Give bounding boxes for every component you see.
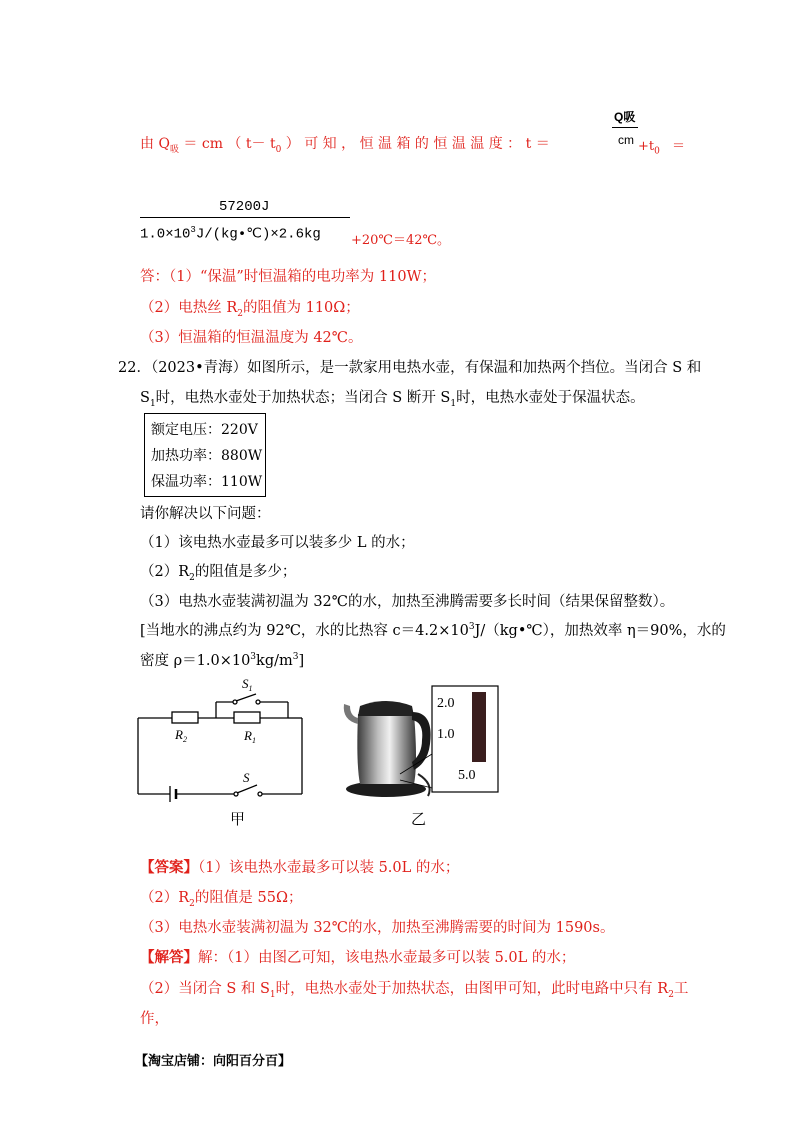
gauge-tick-2-0: 2.0 (437, 696, 455, 711)
r1-resistor (234, 712, 260, 723)
gauge-tick-1-0: 1.0 (437, 727, 455, 742)
s1-switch-blade (236, 694, 256, 701)
spec-heating-power: 加热功率：880W (151, 448, 263, 464)
r2-label: $R_2$ (175, 727, 187, 744)
question-line-1: 22．（2023•青海）如图所示，是一款家用电热水壶，有保温和加热两个挡位。当闭合 S 和 (118, 360, 702, 376)
calc-denominator: $1.0\times 10^3J/(kg•℃)\times 2.6kg$ (140, 225, 321, 243)
question-line-2: $S_1$时，电热水壶处于加热状态；当闭合 S 断开 $S_1$时，电热水壶处于保温状态。 (140, 390, 645, 409)
circuit-caption: 甲 (230, 810, 246, 828)
prompt-note-2: 密度 $\rho=1.0\times 10^3kg/m^3$] (140, 652, 305, 669)
answer-1: 【答案】（1）该电热水壶最多可以装 5.0L 的水； (140, 859, 460, 876)
prev-answer-3: （3）恒温箱的恒温温度为 42℃。 (140, 330, 363, 346)
fraction-denominator: cm (618, 133, 634, 147)
prev-answer-2: （2）电热丝 $R_2$的阻值为 110Ω； (140, 300, 360, 319)
fraction-numerator: Q吸 (614, 110, 636, 124)
calc-numerator: 57200J (219, 199, 270, 215)
calc-result: +20℃＝42℃。 (351, 233, 451, 248)
kettle-spout (344, 704, 358, 724)
s-switch-blade (237, 785, 257, 793)
prompt-note-1: [当地水的沸点约为 92℃，水的比热容 $c=4.2\times 10^3J/(kg•℃)$，加热效率 η＝90%，水的 (140, 622, 726, 639)
answer-3: （3）电热水壶装满初温为 32℃的水，加热至沸腾需要的时间为 1590s。 (140, 920, 615, 936)
spec-keep-warm-power: 保温功率：110W (151, 474, 263, 490)
spec-voltage: 额定电压：220V (151, 422, 258, 438)
gauge-water-column (472, 692, 486, 762)
formula-line: 由 $Q_吸$ ＝ cm （ $t- t_0$ ） 可 知 ， 恒 温 箱 的 恒 温 温 度 ： t ＝ (140, 136, 550, 155)
prompt-q1: （1）该电热水壶最多可以装多少 L 的水； (140, 535, 415, 551)
kettle-caption: 乙 (411, 810, 427, 828)
s-label: S (243, 770, 250, 785)
analysis-1: 【解答】解：（1）由图乙可知，该电热水壶最多可以装 5.0L 的水； (140, 949, 576, 966)
formula-tail: $+t_0$ ＝ (638, 139, 686, 157)
s1-label: $S_1$ (242, 676, 253, 693)
footer-store-tag: 【淘宝店铺：向阳百分百】 (135, 1054, 292, 1069)
analysis-3: 作， (140, 1011, 169, 1027)
gauge-tick-5-0: 5.0 (458, 768, 476, 783)
prompt-q3: （3）电热水壶装满初温为 32℃的水，加热至沸腾需要多长时间（结果保留整数）。 (140, 594, 675, 610)
r2-resistor (172, 712, 198, 723)
r1-label: $R_1$ (244, 728, 256, 745)
s-contact-right (258, 792, 262, 796)
answer-2: $(2)R_2$的阻值是 55Ω； (140, 890, 303, 909)
calc-fraction-bar (140, 217, 350, 218)
circuit-diagram (130, 672, 320, 832)
water-gauge (392, 684, 502, 796)
s1-contact-right (256, 700, 260, 704)
prompt-q2: $(2)R_2$的阻值是多少； (140, 564, 297, 583)
prompt-intro: 请你解决以下问题： (140, 506, 271, 522)
spec-table (144, 413, 266, 497)
prev-answer-1: 答：（1）“保温”时恒温箱的电功率为 110W； (140, 269, 436, 285)
fraction-bar (612, 127, 638, 128)
analysis-2: （2）当闭合 S 和 $S_1$时，电热水壶处于加热状态，由图甲可知，此时电路中只有 $R_2$工 (140, 981, 689, 1000)
